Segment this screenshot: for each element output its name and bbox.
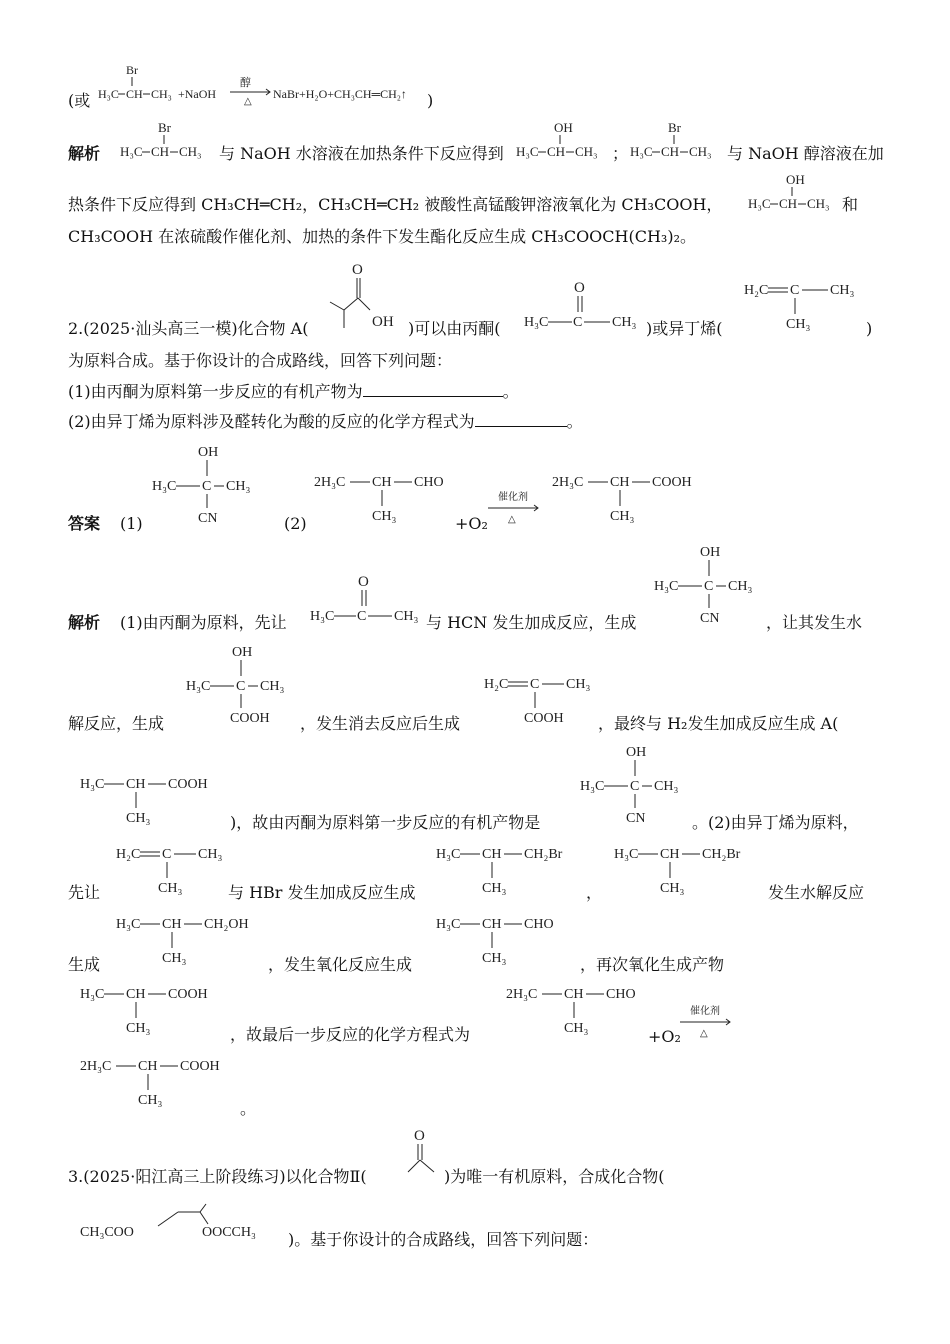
chem-label: CH₃ — [162, 951, 187, 966]
struct-acetone-cyanohydrin-2 — [654, 542, 764, 632]
chem-label: CH — [138, 1059, 158, 1074]
struct-isobutene-1 — [744, 276, 864, 336]
chem-label: H₂C — [744, 283, 769, 298]
chem-label: CH₂Br — [702, 847, 741, 862]
chem-label: O — [358, 574, 369, 590]
chem-label: CH₃ — [807, 196, 830, 211]
chem-label: 2H₃C — [552, 475, 584, 490]
chem-label: CH₃ — [830, 283, 855, 298]
chem-label: H₃C — [630, 144, 653, 159]
analysis-2-f1: ，故最后一步反应的化学方程式为 — [230, 1025, 471, 1044]
q2-sub2: (2)由异丁烯为原料涉及醛转化为酸的反应的化学方程式为 。 — [68, 412, 583, 431]
chem-label: OH — [786, 172, 805, 187]
chem-label: H₃C — [80, 987, 105, 1002]
chem-label: H₃C — [152, 479, 177, 494]
chem-label: △ — [700, 1028, 708, 1039]
chem-label: CH₃ — [226, 479, 251, 494]
alt-open: (或 — [68, 91, 91, 110]
q3-stem-c: )。基于你设计的合成路线，回答下列问题： — [288, 1230, 599, 1249]
chem-label: OH — [232, 645, 253, 660]
chem-label: O — [352, 262, 363, 278]
chem-label: O — [574, 280, 585, 296]
analysis-2-e3: ，再次氧化生成产物 — [580, 955, 725, 974]
q2-stem-c: )或异丁烯( — [646, 319, 723, 338]
chem-label: CH₃ — [394, 609, 419, 624]
analysis-1-and: 和 — [842, 195, 859, 214]
struct-compound-ii — [402, 1124, 442, 1184]
q2-stem-b: )可以由丙酮( — [408, 319, 501, 338]
chem-label: H₃C — [614, 847, 639, 862]
analysis-2-d1: 先让 — [68, 883, 101, 902]
chem-label: H₃C — [436, 917, 461, 932]
chem-label: CH₃ — [728, 579, 753, 594]
chem-label: △ — [244, 96, 252, 107]
answer-part-1: (1) — [120, 514, 143, 533]
chem-label: C — [236, 679, 246, 694]
alt-close: ) — [427, 91, 434, 110]
chem-label: CH — [779, 196, 798, 211]
alt-equation-structure — [98, 62, 438, 107]
chem-label: CH₃ — [158, 881, 183, 896]
chem-label: △ — [508, 514, 516, 525]
chem-label: CH — [564, 987, 584, 1002]
answer-arrow — [486, 488, 542, 528]
q2-sub1: (1)由丙酮为原料第一步反应的有机产物为 。 — [68, 382, 519, 401]
chem-label: C — [357, 609, 367, 624]
analysis-2-e2: ，发生氧化反应生成 — [268, 955, 413, 974]
chem-label: CH — [482, 847, 502, 862]
chem-label: H₂C — [116, 847, 141, 862]
analysis-label-2: 解析 — [68, 613, 101, 632]
struct-bromide-2 — [614, 842, 764, 902]
chem-label: OOCCH₃ — [202, 1225, 256, 1240]
answer-part-2: (2) — [284, 514, 307, 533]
struct-acetone-cyanohydrin-3 — [580, 742, 690, 832]
chem-label: C — [790, 283, 800, 298]
chem-label: CH₃ — [564, 1021, 589, 1036]
chem-label: O — [414, 1128, 425, 1144]
struct-2-propanol-1 — [516, 118, 616, 163]
chem-label: COOH — [652, 475, 692, 490]
chem-label: CH₃ — [126, 1021, 151, 1036]
struct-isobutyric-acid-answer — [552, 470, 712, 530]
chem-label: CN — [198, 511, 218, 526]
chem-label: CH — [126, 87, 143, 101]
chem-label: CH₃ — [198, 847, 223, 862]
chem-label: CHO — [606, 987, 636, 1002]
chem-label: CH — [126, 777, 146, 792]
answer-label: 答案 — [68, 514, 101, 533]
chem-label: CH — [162, 917, 182, 932]
chem-label: H₃C — [80, 777, 105, 792]
chem-label: CH — [151, 144, 170, 159]
chem-label: 催化剂 — [690, 1006, 720, 1017]
struct-acetone-cyanohydrin-1 — [152, 442, 262, 532]
chem-label: OH — [554, 120, 573, 135]
struct-isobutyraldehyde-answer — [314, 470, 464, 530]
analysis-1-text-d: CH₃COOH 在浓硫酸作催化剂、加热的条件下发生酯化反应生成 CH₃COOCH(CH₃)₂。 — [68, 227, 697, 246]
chem-label: H₃C — [580, 779, 605, 794]
chem-label: CHO — [414, 475, 444, 490]
chem-label: C — [162, 847, 172, 862]
chem-label: CH — [661, 144, 680, 159]
chem-label: CN — [700, 611, 720, 626]
chem-label: H₃C — [654, 579, 679, 594]
chem-label: H₃C — [116, 917, 141, 932]
chem-label: H₃C — [436, 847, 461, 862]
analysis-2-a2: 与 HCN 发生加成反应，生成 — [426, 613, 637, 632]
analysis-2-d4: 发生水解反应 — [768, 883, 865, 902]
analysis-2-end: 。 — [240, 1099, 257, 1118]
chem-label: NaBr+H₂O+CH₃CH═CH₂↑ — [273, 87, 407, 101]
struct-target-diester — [80, 1198, 290, 1243]
chem-label: CH — [482, 917, 502, 932]
chem-label: COOH — [230, 711, 270, 726]
chem-label: CH₃ — [575, 144, 598, 159]
analysis-2-o2: +O₂ — [648, 1027, 681, 1046]
chem-label: CH₃ — [482, 881, 507, 896]
chem-label: CH₂OH — [204, 917, 249, 932]
q3-stem-b: )为唯一有机原料，合成化合物( — [444, 1167, 665, 1186]
analysis-1-text-a: 与 NaOH 水溶液在加热条件下反应得到 — [219, 144, 504, 163]
struct-isobutene-2 — [116, 842, 226, 902]
chem-label: C — [573, 315, 583, 330]
chem-label: CH₃ — [566, 677, 591, 692]
analysis-2-d3: ， — [586, 883, 603, 902]
chem-label: H₃C — [310, 609, 335, 624]
struct-2-bromopropane-2 — [630, 118, 730, 163]
chem-label: CH₃COO — [80, 1225, 134, 1240]
chem-label: 2H₃C — [314, 475, 346, 490]
analysis-2-e1: 生成 — [68, 955, 101, 974]
answer-o2: +O₂ — [455, 514, 488, 533]
chem-label: OH — [700, 545, 721, 560]
chem-label: Br — [668, 120, 681, 135]
chem-label: H₃C — [516, 144, 539, 159]
analysis-2-c2: 。(2)由异丁烯为原料， — [692, 813, 859, 832]
chem-label: CH — [547, 144, 566, 159]
chem-label: C — [704, 579, 714, 594]
struct-compound-a-skeletal — [328, 258, 408, 333]
struct-acid-product — [80, 982, 230, 1042]
chem-label: CH₃ — [482, 951, 507, 966]
chem-label: CH₃ — [151, 87, 172, 101]
chem-label: OH — [198, 445, 219, 460]
analysis-1-text-c: 热条件下反应得到 CH₃CH═CH₂，CH₃CH═CH₂ 被酸性高锰酸钾溶液氧化为 CH₃COOH， — [68, 195, 723, 214]
chem-label: CH — [126, 987, 146, 1002]
chem-label: H₃C — [186, 679, 211, 694]
q2-stem-e: 为原料合成。基于你设计的合成路线，回答下列问题： — [68, 351, 453, 370]
chem-label: COOH — [168, 777, 208, 792]
chem-label: H₃C — [120, 144, 143, 159]
q2-stem-a: 2.(2025·汕头高三一模)化合物 A( — [68, 319, 309, 338]
analysis-1-text-b: 与 NaOH 醇溶液在加 — [727, 144, 884, 163]
analysis-2-a1: (1)由丙酮为原料，先让 — [120, 613, 287, 632]
analysis-2-a3: ，让其发生水 — [766, 613, 863, 632]
chem-label: CH₃ — [786, 317, 811, 332]
chem-label: COOH — [168, 987, 208, 1002]
chem-label: C — [202, 479, 212, 494]
q2-blank-2[interactable] — [475, 412, 567, 427]
chem-label: CH₃ — [372, 509, 397, 524]
chem-label: CHO — [524, 917, 554, 932]
struct-aldehyde-1 — [436, 912, 586, 972]
chem-label: 2H₃C — [80, 1059, 112, 1074]
struct-compound-a-condensed — [80, 772, 230, 832]
analysis-2-b1: 解反应，生成 — [68, 714, 165, 733]
chem-label: CH₃ — [612, 315, 637, 330]
analysis-1-semicolon: ； — [612, 144, 629, 163]
chem-label: CH₃ — [126, 811, 151, 826]
chem-label: CH₃ — [689, 144, 712, 159]
analysis-2-d2: 与 HBr 发生加成反应生成 — [228, 883, 416, 902]
analysis-2-b2: ，发生消去反应后生成 — [300, 714, 461, 733]
q2-blank-1[interactable] — [363, 382, 503, 397]
chem-label: 2H₃C — [506, 987, 538, 1002]
struct-alcohol — [116, 912, 266, 972]
chem-label: CN — [626, 811, 646, 826]
chem-label: OH — [372, 314, 394, 330]
struct-acetone-2 — [310, 572, 430, 627]
struct-bromide-1 — [436, 842, 586, 902]
chem-label: C — [530, 677, 540, 692]
chem-label: 催化剂 — [498, 492, 528, 503]
analysis-2-c1: )，故由丙酮为原料第一步反应的有机产物是 — [230, 813, 541, 832]
analysis-label-1: 解析 — [68, 144, 101, 163]
chem-label: Br — [158, 120, 171, 135]
chem-label: +NaOH — [178, 87, 217, 101]
struct-methacrylic-acid — [484, 672, 594, 732]
chem-br: Br — [126, 63, 138, 77]
struct-2-propanol-2 — [748, 170, 848, 215]
chem-label: H₃C — [524, 315, 549, 330]
chem-label: CH — [660, 847, 680, 862]
chem-label: CH — [610, 475, 630, 490]
chem-label: OH — [626, 745, 647, 760]
struct-hydroxy-acid — [186, 642, 296, 732]
struct-acetone-1 — [524, 278, 644, 333]
chem-label: CH₃ — [179, 144, 202, 159]
chem-label: C — [630, 779, 640, 794]
analysis-2-b3: ，最终与 H₂发生加成反应生成 A( — [598, 714, 839, 733]
chem-label: COOH — [524, 711, 564, 726]
struct-acid-final — [80, 1054, 240, 1114]
chem-label: CH₃ — [138, 1093, 163, 1108]
struct-aldehyde-2 — [506, 982, 656, 1042]
chem-label: CH₃ — [610, 509, 635, 524]
chem-h3c: H₃C — [98, 87, 119, 101]
chem-label: CH₃ — [260, 679, 285, 694]
chem-label: CH — [372, 475, 392, 490]
analysis-arrow — [678, 1002, 734, 1042]
chem-label: H₂C — [484, 677, 509, 692]
q2-stem-d: ) — [866, 319, 873, 338]
chem-label: COOH — [180, 1059, 220, 1074]
chem-label: CH₃ — [654, 779, 679, 794]
q3-stem-a: 3.(2025·阳江高三上阶段练习)以化合物Ⅱ( — [68, 1167, 367, 1186]
chem-label: CH₂Br — [524, 847, 563, 862]
chem-label: H₃C — [748, 196, 771, 211]
struct-2-bromopropane-1 — [120, 118, 220, 163]
chem-label: 醇 — [240, 77, 251, 89]
alt-equation — [68, 90, 90, 112]
chem-label: CH₃ — [660, 881, 685, 896]
